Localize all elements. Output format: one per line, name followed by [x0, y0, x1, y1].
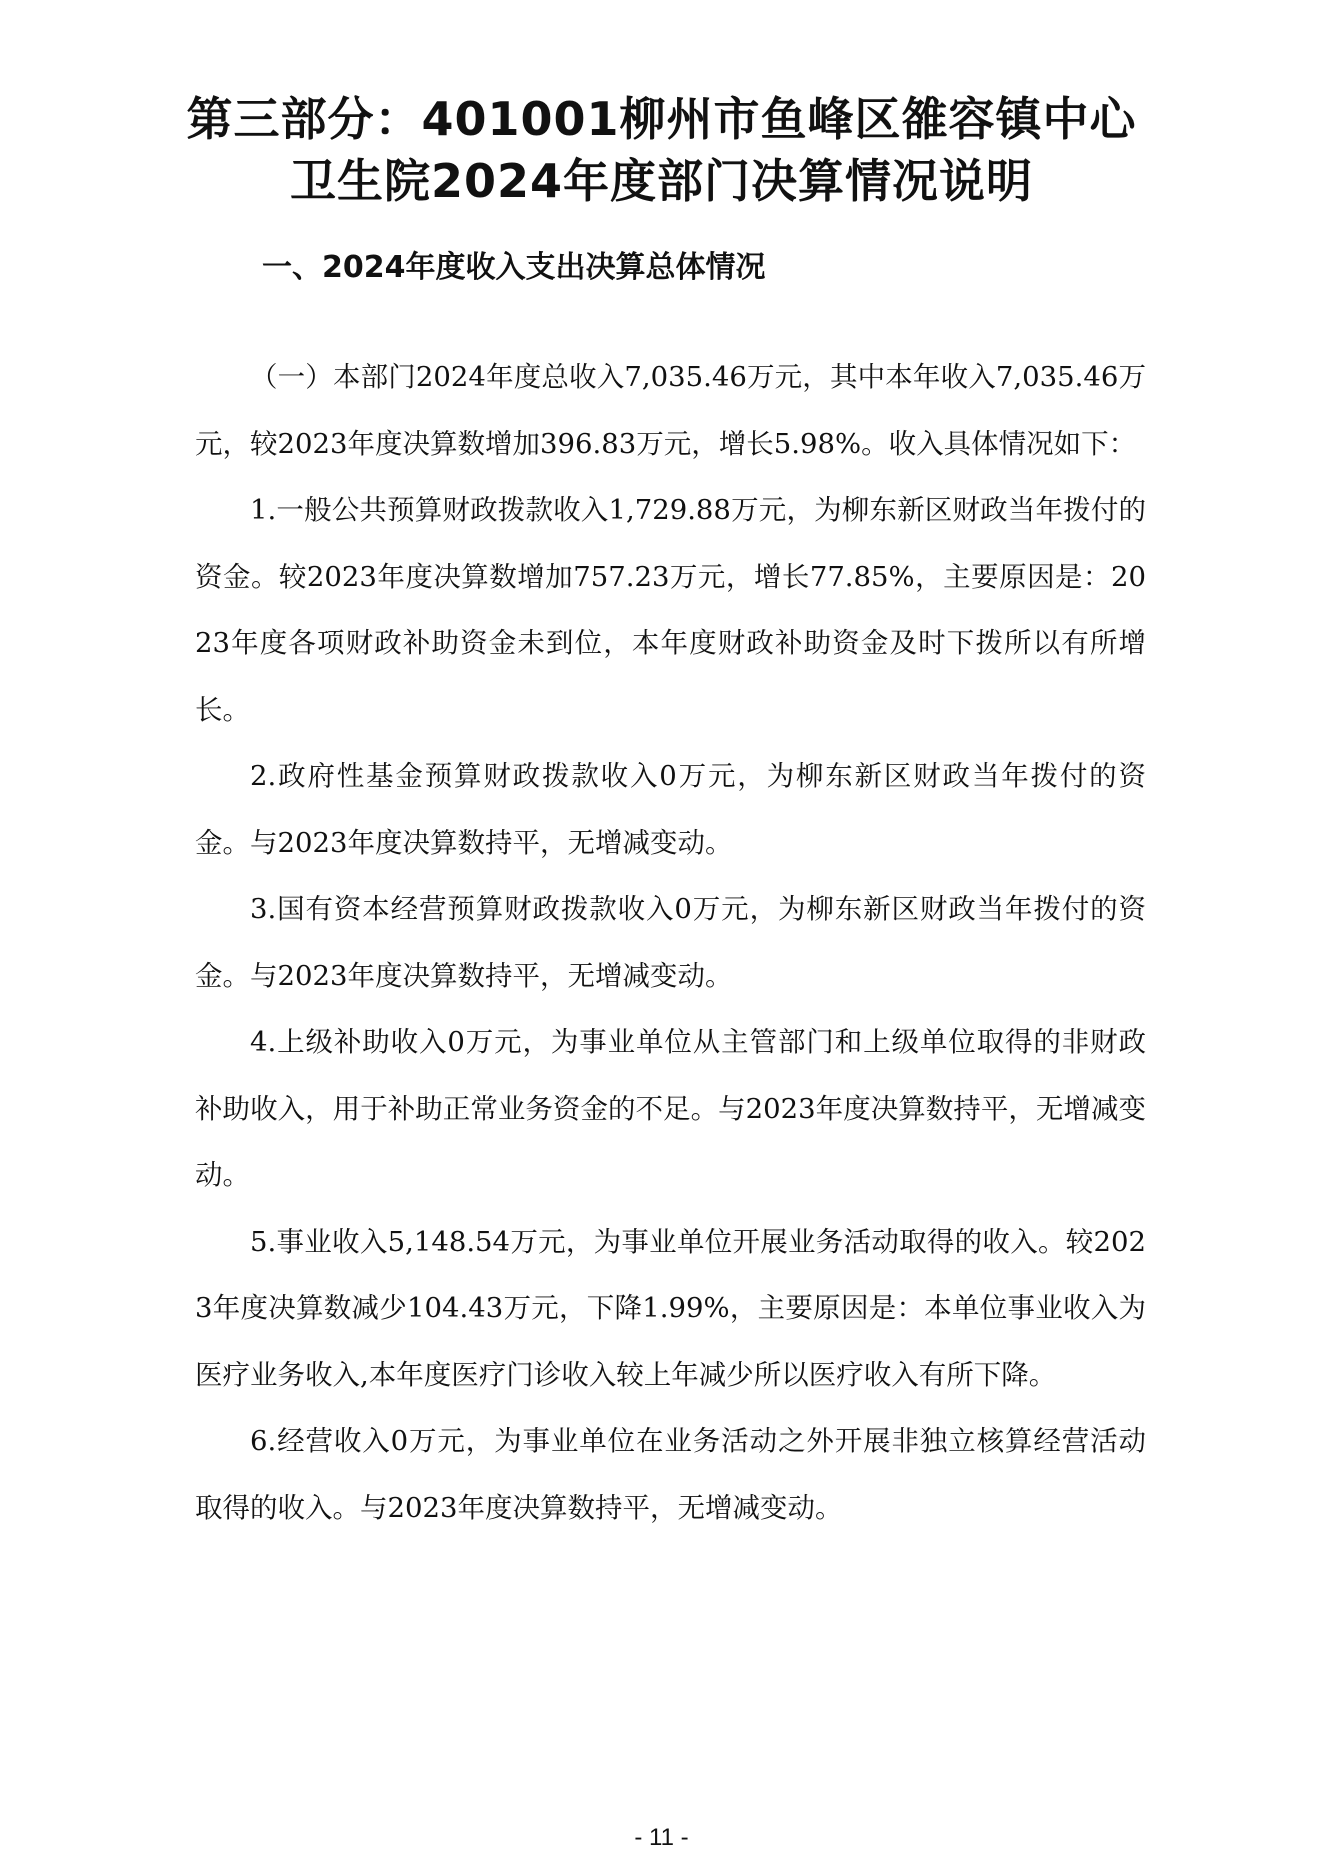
paragraph-operating-income: 6.经营收入0万元，为事业单位在业务活动之外开展非独立核算经营活动取得的收入。与2023年度决算数持平，无增减变动。 [195, 1425, 1146, 1524]
paragraph-superior-subsidy: 4.上级补助收入0万元，为事业单位从主管部门和上级单位取得的非财政补助收入，用于补助正常业务资金的不足。与2023年度决算数持平，无增减变动。 [195, 1026, 1146, 1191]
paragraph-total-income: （一）本部门2024年度总收入7,035.46万元，其中本年收入7,035.46万元，较2023年度决算数增加396.83万元，增长5.98%。收入具体情况如下： [195, 361, 1146, 460]
title-line-2: 卫生院2024年度部门决算情况说明 [289, 154, 1034, 208]
title-line-1: 第三部分：401001柳州市鱼峰区雒容镇中心 [186, 92, 1137, 146]
document-body [195, 344, 1146, 1541]
document-title [150, 88, 1173, 212]
paragraph-general-public-budget: 1.一般公共预算财政拨款收入1,729.88万元，为柳东新区财政当年拨付的资金。较2023年度决算数增加757.23万元，增长77.85%，主要原因是：2023年度各项财政补助资金未到位，本年度财政补助资金及时下拨所以有所增长。 [195, 494, 1146, 726]
paragraph-government-fund: 2.政府性基金预算财政拨款收入0万元，为柳东新区财政当年拨付的资金。与2023年度决算数持平，无增减变动。 [195, 760, 1146, 859]
page-number: - 11 - [634, 1824, 689, 1851]
paragraph-state-capital: 3.国有资本经营预算财政拨款收入0万元，为柳东新区财政当年拨付的资金。与2023年度决算数持平，无增减变动。 [195, 893, 1146, 992]
section-heading: 一、2024年度收入支出决算总体情况 [262, 250, 766, 285]
paragraph-business-income: 5.事业收入5,148.54万元，为事业单位开展业务活动取得的收入。较2023年度决算数减少104.43万元，下降1.99%，主要原因是：本单位事业收入为医疗业务收入,本年度医疗门诊收入较上年减少所以医疗收入有所下降。 [195, 1225, 1146, 1391]
